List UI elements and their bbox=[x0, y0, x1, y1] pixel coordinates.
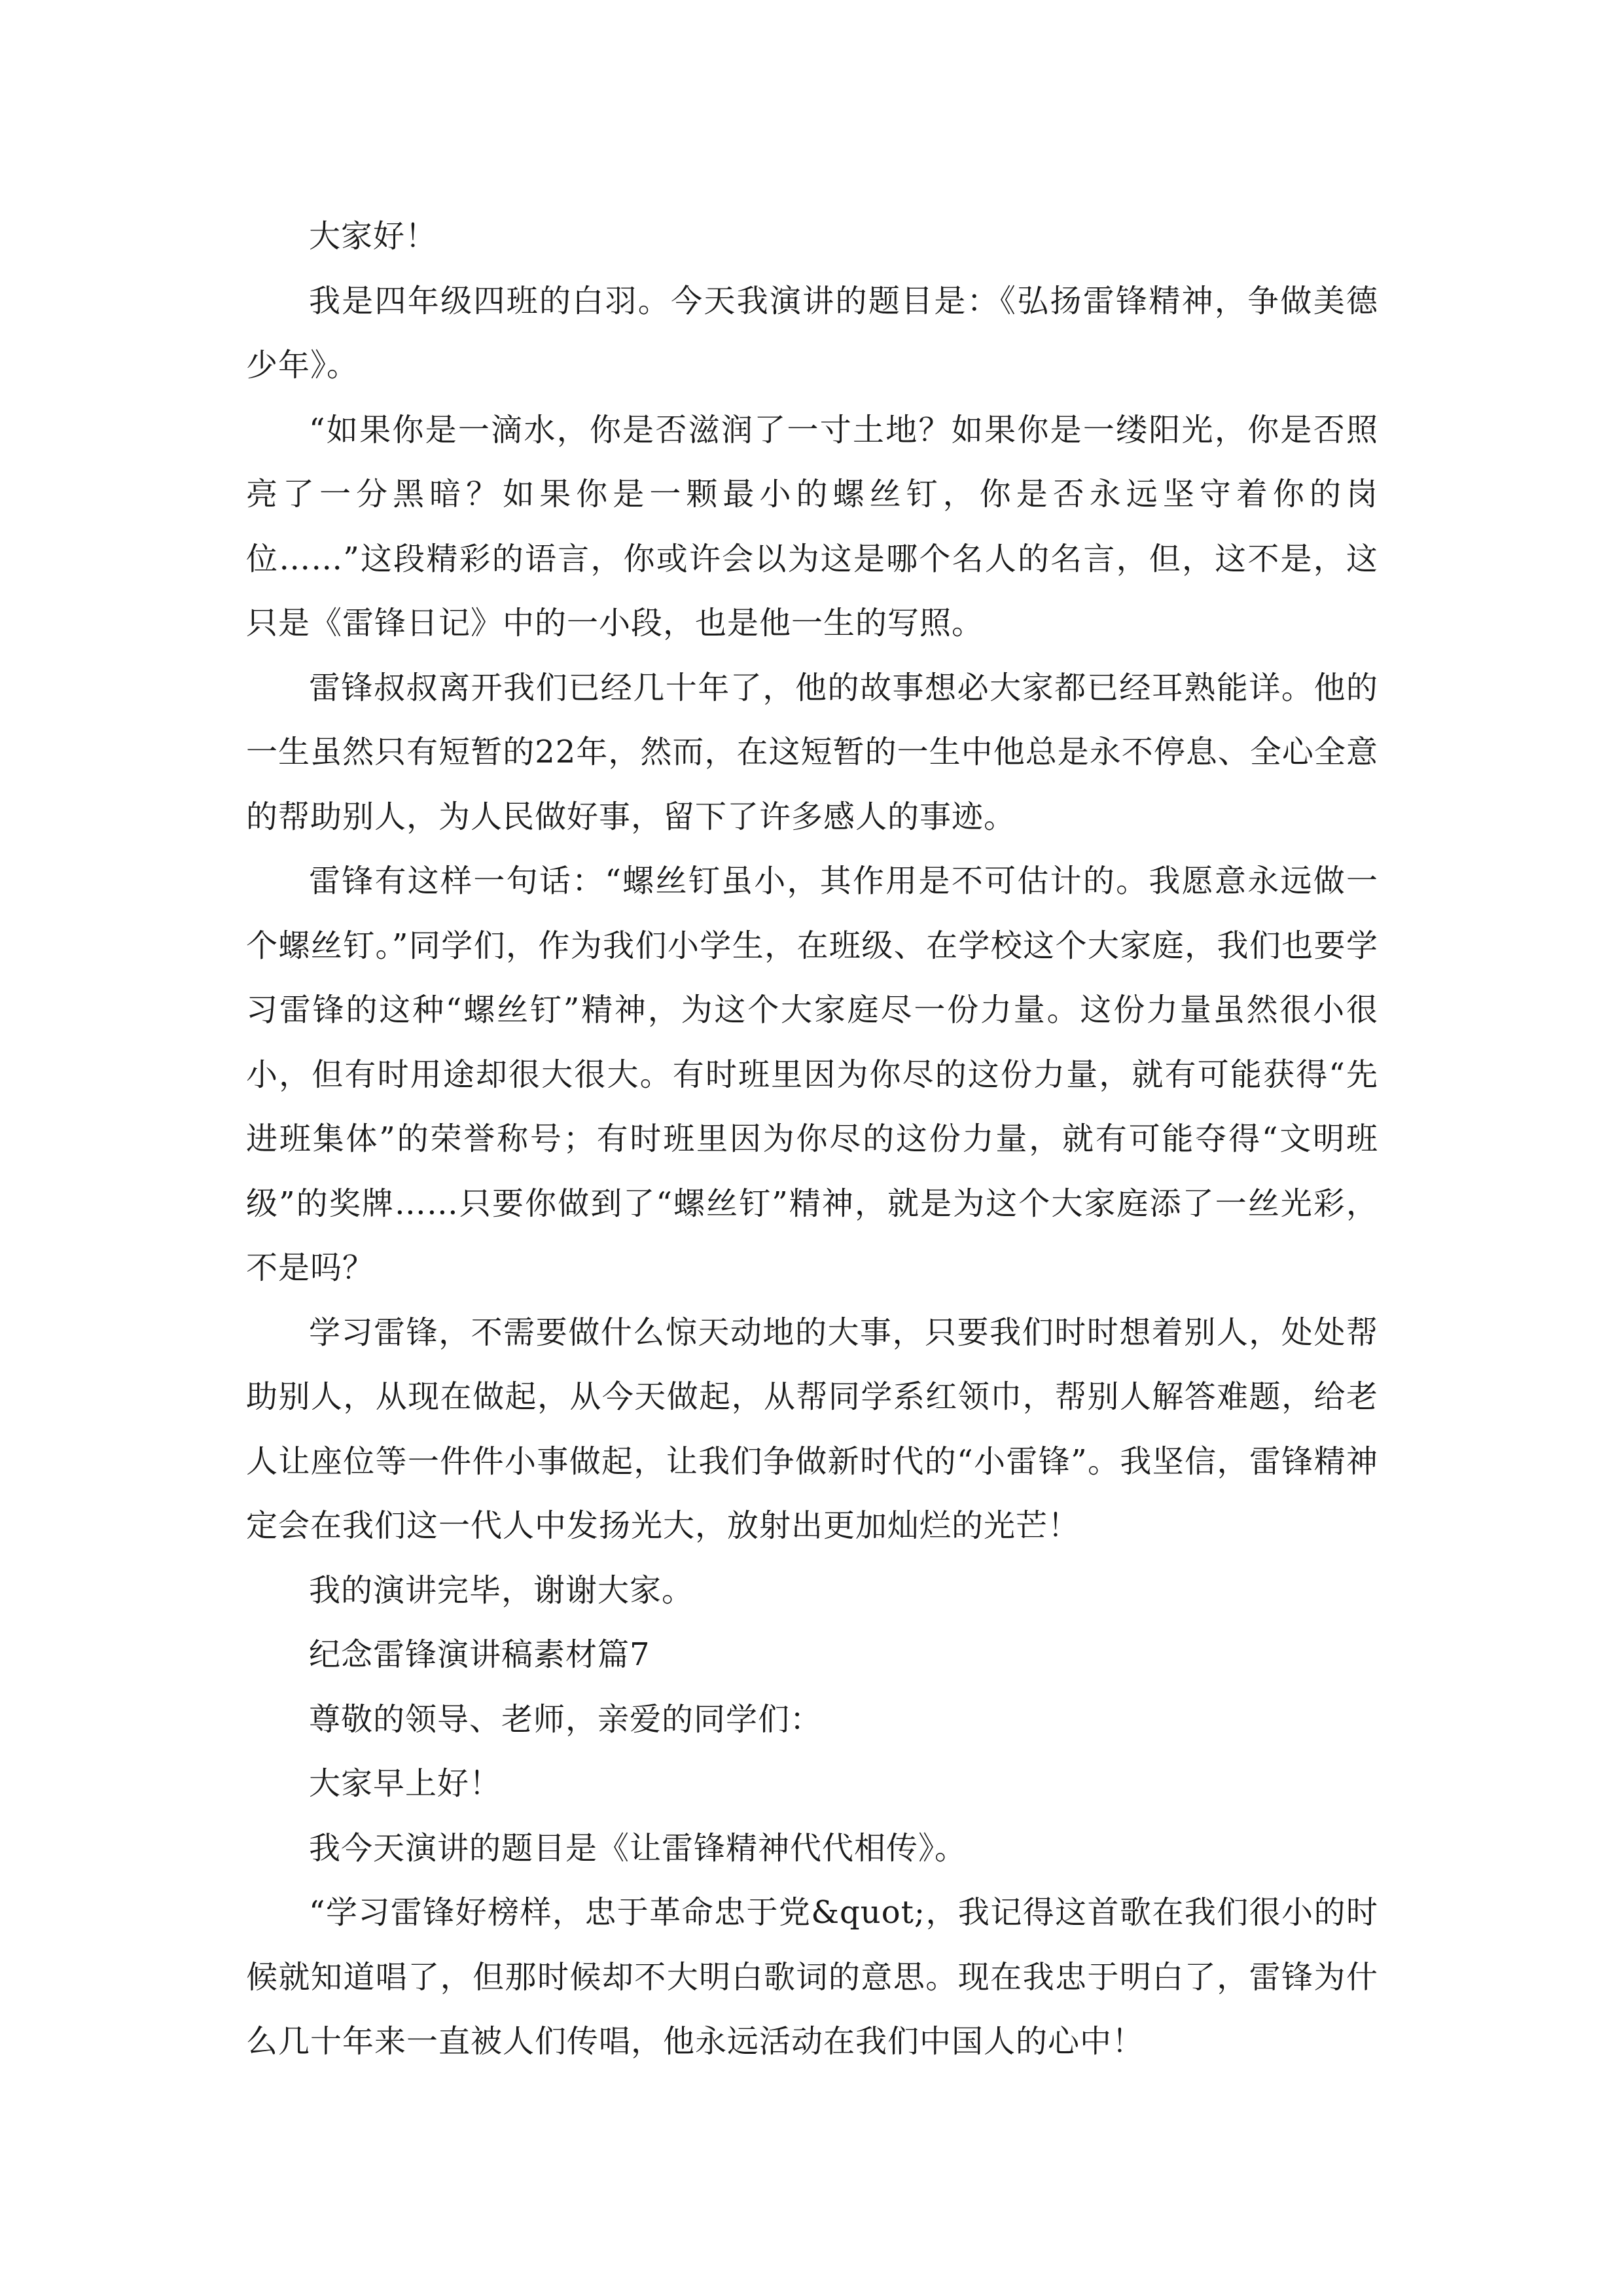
paragraph-greeting: 大家好！ bbox=[309, 218, 438, 255]
paragraph-salutation: 尊敬的领导、老师，亲爱的同学们： bbox=[309, 1700, 823, 1738]
section-heading: 纪念雷锋演讲稿素材篇7 bbox=[309, 1636, 651, 1673]
paragraph-quote-diary: “如果你是一滴水，你是否滋润了一寸土地？如果你是一缕阳光，你是否照亮了一分黑暗？如果你是一颗最小的螺丝钉，你是否永远坚守着你的岗位……”这段精彩的语言，你或许会以为这是哪个名人的名言，但，这不是，这只是《雷锋日记》中的一小段，也是他一生的写照。 bbox=[246, 411, 1378, 641]
paragraph-intro: 我是四年级四班的白羽。今天我演讲的题目是：《弘扬雷锋精神，争做美德少年》。 bbox=[246, 282, 1378, 384]
paragraph-closing: 我的演讲完毕，谢谢大家。 bbox=[309, 1571, 694, 1609]
paragraph-leifeng-life: 雷锋叔叔离开我们已经几十年了，他的故事想必大家都已经耳熟能详。他的一生虽然只有短暂的22年，然而，在这短暂的一生中他总是永不停息、全心全意的帮助别人，为人民做好事，留下了许多感人的事迹。 bbox=[246, 669, 1378, 835]
paragraph-good-morning: 大家早上好！ bbox=[309, 1765, 502, 1802]
paragraph-learn-leifeng: 学习雷锋，不需要做什么惊天动地的大事，只要我们时时想着别人，处处帮助别人，从现在做起，从今天做起，从帮同学系红领巾，帮别人解答难题，给老人让座位等一件件小事做起，让我们争做新时代的“小雷锋”。我坚信，雷锋精神定会在我们这一代人中发扬光大，放射出更加灿烂的光芒！ bbox=[246, 1314, 1378, 1544]
document-body bbox=[246, 204, 1378, 2074]
paragraph-screw-spirit: 雷锋有这样一句话：“螺丝钉虽小，其作用是不可估计的。我愿意永远做一个螺丝钉。”同学们，作为我们小学生，在班级、在学校这个大家庭，我们也要学习雷锋的这种“螺丝钉”精神，为这个大家庭尽一份力量。这份力量虽然很小很小，但有时用途却很大很大。有时班里因为你尽的这份力量，就有可能获得“先进班集体”的荣誉称号；有时班里因为你尽的这份力量，就有可能夺得“文明班级”的奖牌……只要你做到了“螺丝钉”精神，就是为这个大家庭添了一丝光彩，不是吗？ bbox=[246, 863, 1378, 1286]
paragraph-topic: 我今天演讲的题目是《让雷锋精神代代相传》。 bbox=[309, 1829, 967, 1867]
paragraph-song: “学习雷锋好榜样，忠于革命忠于党&quot;，我记得这首歌在我们很小的时候就知道唱了，但那时候却不大明白歌词的意思。现在我忠于明白了，雷锋为什么几十年来一直被人们传唱，他永远活动在我们中国人的心中！ bbox=[246, 1894, 1378, 2060]
